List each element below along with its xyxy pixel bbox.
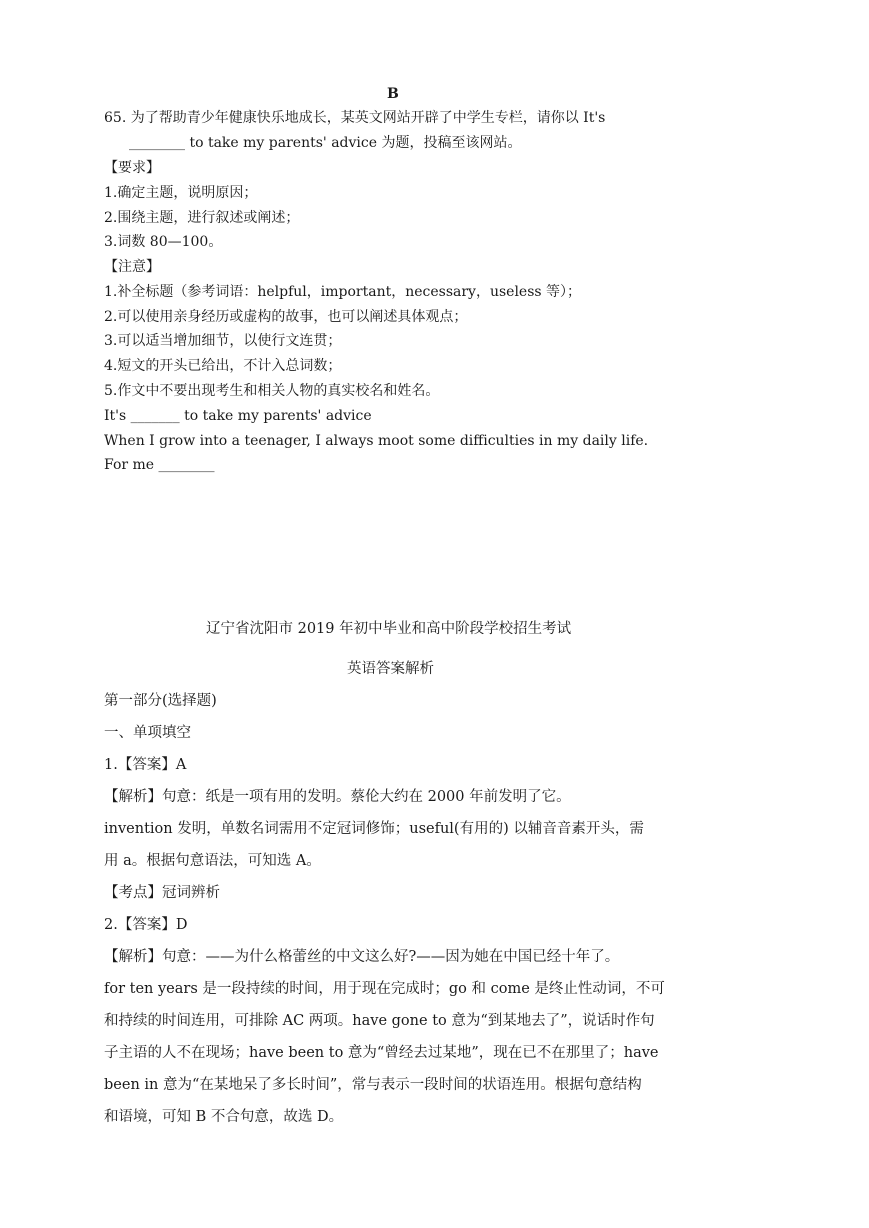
notes-title: 【注意】 (104, 259, 160, 275)
q1-answer: 1.【答案】A (104, 757, 187, 773)
q1-analysis: invention 发明，单数名词需用不定冠词修饰；useful(有用的) 以辅音音素开头，需 (104, 821, 644, 837)
q2-answer: 2.【答案】D (104, 917, 188, 933)
exam-title: 辽宁省沈阳市 2019 年初中毕业和高中阶段学校招生考试 (206, 621, 572, 637)
q2-analysis: 【解析】句意：——为什么格蕾丝的中文这么好?——因为她在中国已经十年了。 (104, 949, 620, 965)
requirements-title: 【要求】 (104, 160, 160, 176)
q2-analysis: 子主语的人不在现场；have been to 意为“曾经去过某地”，现在已不在那里了；have (104, 1045, 659, 1061)
question-65-line-1: 65. 为了帮助青少年健康快乐地成长，某英文网站开辟了中学生专栏，请你以 It's (104, 110, 606, 126)
requirement-item: 3.词数 80—100。 (104, 234, 223, 250)
q1-analysis: 【解析】句意：纸是一项有用的发明。蔡伦大约在 2000 年前发明了它。 (104, 789, 571, 805)
q1-analysis: 用 a。根据句意语法，可知选 A。 (104, 853, 321, 869)
note-item: 1.补全标题（参考词语：helpful，important，necessary，useless 等）； (104, 284, 582, 300)
section-one-heading: 一、单项填空 (104, 725, 191, 741)
note-item: 2.可以使用亲身经历或虚构的故事，也可以阐述具体观点； (104, 309, 468, 325)
essay-opening-line-1: When I grow into a teenager, I always moot some difficulties in my daily life. (104, 433, 649, 449)
q2-analysis: 和语境，可知 B 不合句意，故选 D。 (104, 1109, 344, 1125)
essay-title: It's _______ to take my parents' advice (104, 408, 372, 424)
requirement-item: 1.确定主题，说明原因； (104, 185, 258, 201)
q2-analysis: for ten years 是一段持续的时间，用于现在完成时；go 和 come 是终止性动词，不可 (104, 981, 665, 997)
q1-point: 【考点】冠词辨析 (104, 885, 220, 901)
q2-analysis: 和持续的时间连用，可排除 AC 两项。have gone to 意为“到某地去了”，说话时作句 (104, 1013, 655, 1029)
note-item: 5.作文中不要出现考生和相关人物的真实校名和姓名。 (104, 383, 440, 399)
note-item: 3.可以适当增加细节，以使行文连贯； (104, 333, 342, 349)
question-65-line-2: ________ to take my parents' advice 为题，投稿至该网站。 (129, 135, 522, 151)
essay-opening-line-2: For me ________ (104, 457, 215, 473)
q2-analysis: been in 意为“在某地呆了多长时间”，常与表示一段时间的状语连用。根据句意结构 (104, 1077, 642, 1093)
part-one-heading: 第一部分(选择题) (104, 693, 217, 709)
section-heading-b: B (387, 86, 399, 102)
requirement-item: 2.围绕主题，进行叙述或阐述； (104, 210, 300, 226)
answer-subtitle: 英语答案解析 (347, 661, 434, 677)
note-item: 4.短文的开头已给出，不计入总词数； (104, 358, 342, 374)
